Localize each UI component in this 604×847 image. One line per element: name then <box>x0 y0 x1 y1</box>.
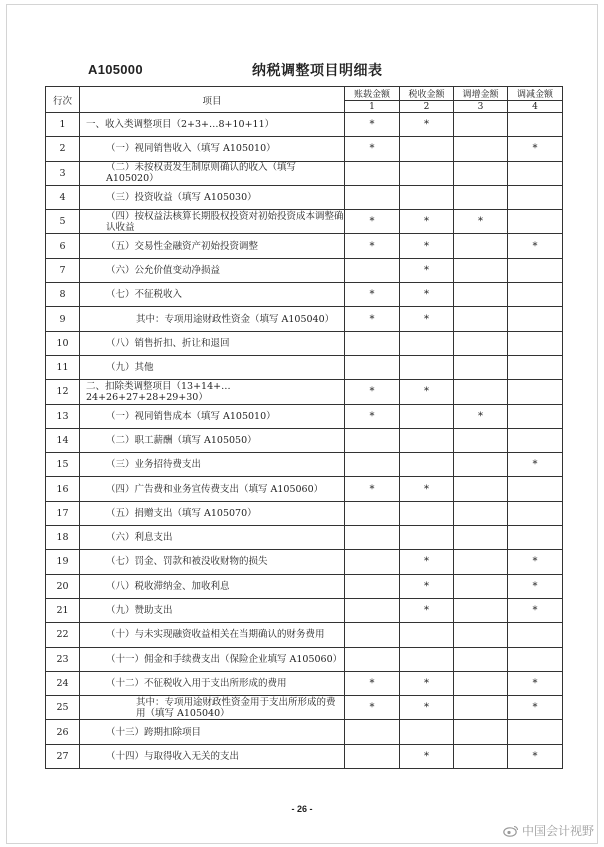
cell-col-4 <box>508 113 563 137</box>
cell-col-4 <box>508 258 563 282</box>
row-item: （十三）跨期扣除项目 <box>80 720 345 744</box>
row-item: （一）视同销售成本（填写 A105010） <box>80 404 345 428</box>
cell-col-1 <box>345 623 400 647</box>
cell-col-1: * <box>345 404 400 428</box>
row-number: 1 <box>46 113 80 137</box>
cell-col-4: * <box>508 137 563 161</box>
row-item: （八）销售折扣、折让和退回 <box>80 331 345 355</box>
cell-col-3 <box>454 137 508 161</box>
cell-col-2 <box>400 137 454 161</box>
cell-col-3 <box>454 453 508 477</box>
row-item: （六）公允价值变动净损益 <box>80 258 345 282</box>
cell-col-3 <box>454 258 508 282</box>
row-number: 24 <box>46 671 80 695</box>
cell-col-1: * <box>345 671 400 695</box>
cell-col-2 <box>400 161 454 185</box>
table-row <box>46 404 563 428</box>
cell-col-2 <box>400 428 454 452</box>
table-row <box>46 234 563 258</box>
cell-col-1: * <box>345 696 400 720</box>
cell-col-2: * <box>400 283 454 307</box>
row-number: 9 <box>46 307 80 331</box>
cell-col-3 <box>454 161 508 185</box>
header-col-num: 1 <box>345 101 400 113</box>
row-item: （四）按权益法核算长期股权投资对初始投资成本调整确认收益 <box>80 210 345 234</box>
cell-col-2: * <box>400 477 454 501</box>
cell-col-4: * <box>508 744 563 768</box>
row-item: （十四）与取得收入无关的支出 <box>80 744 345 768</box>
cell-col-1 <box>345 526 400 550</box>
cell-col-2: * <box>400 113 454 137</box>
cell-col-1 <box>345 574 400 598</box>
row-number: 11 <box>46 355 80 379</box>
cell-col-4 <box>508 331 563 355</box>
cell-col-3 <box>454 331 508 355</box>
cell-col-1: * <box>345 283 400 307</box>
cell-col-4 <box>508 185 563 209</box>
cell-col-2: * <box>400 307 454 331</box>
header-col-num: 2 <box>400 101 454 113</box>
row-number: 13 <box>46 404 80 428</box>
table-row <box>46 623 563 647</box>
row-number: 20 <box>46 574 80 598</box>
row-item: （三）投资收益（填写 A105030） <box>80 185 345 209</box>
cell-col-2: * <box>400 696 454 720</box>
table-row <box>46 744 563 768</box>
cell-col-3 <box>454 234 508 258</box>
cell-col-4 <box>508 647 563 671</box>
cell-col-3 <box>454 428 508 452</box>
cell-col-1: * <box>345 307 400 331</box>
cell-col-1 <box>345 453 400 477</box>
cell-col-3 <box>454 671 508 695</box>
cell-col-3 <box>454 307 508 331</box>
cell-col-3 <box>454 113 508 137</box>
cell-col-4 <box>508 428 563 452</box>
row-number: 16 <box>46 477 80 501</box>
row-number: 8 <box>46 283 80 307</box>
cell-col-4 <box>508 501 563 525</box>
row-number: 12 <box>46 380 80 404</box>
adjustment-table <box>45 86 563 769</box>
row-item: （七）罚金、罚款和被没收财物的损失 <box>80 550 345 574</box>
cell-col-1 <box>345 744 400 768</box>
cell-col-4 <box>508 307 563 331</box>
row-number: 22 <box>46 623 80 647</box>
row-number: 27 <box>46 744 80 768</box>
cell-col-1 <box>345 428 400 452</box>
cell-col-2: * <box>400 550 454 574</box>
header-col-decrease: 调减金额 <box>508 87 563 101</box>
row-item: （四）广告费和业务宣传费支出（填写 A105060） <box>80 477 345 501</box>
cell-col-4: * <box>508 550 563 574</box>
row-number: 10 <box>46 331 80 355</box>
row-number: 23 <box>46 647 80 671</box>
cell-col-4: * <box>508 574 563 598</box>
cell-col-2: * <box>400 380 454 404</box>
header-row-number: 行次 <box>46 87 80 113</box>
table-row <box>46 574 563 598</box>
cell-col-4 <box>508 161 563 185</box>
table-row <box>46 477 563 501</box>
cell-col-3: * <box>454 210 508 234</box>
cell-col-4 <box>508 623 563 647</box>
cell-col-2: * <box>400 598 454 622</box>
cell-col-2: * <box>400 574 454 598</box>
page-number: - 26 - <box>291 804 313 814</box>
cell-col-2 <box>400 453 454 477</box>
cell-col-4 <box>508 526 563 550</box>
cell-col-3 <box>454 647 508 671</box>
cell-col-4 <box>508 283 563 307</box>
header-col-tax-amount: 税收金额 <box>400 87 454 101</box>
cell-col-1 <box>345 331 400 355</box>
weibo-icon <box>503 825 519 837</box>
row-number: 18 <box>46 526 80 550</box>
row-item: 二、扣除类调整项目（13+14+…24+26+27+28+29+30） <box>80 380 345 404</box>
cell-col-1: * <box>345 477 400 501</box>
table-row <box>46 258 563 282</box>
row-item: 一、收入类调整项目（2+3+…8+10+11） <box>80 113 345 137</box>
row-number: 14 <box>46 428 80 452</box>
cell-col-2 <box>400 404 454 428</box>
cell-col-3 <box>454 550 508 574</box>
row-item: （一）视同销售收入（填写 A105010） <box>80 137 345 161</box>
row-item: （十一）佣金和手续费支出（保险企业填写 A105060） <box>80 647 345 671</box>
cell-col-1: * <box>345 380 400 404</box>
row-number: 3 <box>46 161 80 185</box>
cell-col-2 <box>400 331 454 355</box>
cell-col-2: * <box>400 234 454 258</box>
table-row <box>46 380 563 404</box>
header-col-num: 4 <box>508 101 563 113</box>
table-row <box>46 501 563 525</box>
row-item: （十）与未实现融资收益相关在当期确认的财务费用 <box>80 623 345 647</box>
table-row <box>46 550 563 574</box>
cell-col-2 <box>400 720 454 744</box>
form-code: A105000 <box>88 62 143 77</box>
row-item: （九）其他 <box>80 355 345 379</box>
table-row <box>46 307 563 331</box>
cell-col-3 <box>454 696 508 720</box>
cell-col-4 <box>508 355 563 379</box>
header-item: 项目 <box>80 87 345 113</box>
row-item: （三）业务招待费支出 <box>80 453 345 477</box>
row-item: 其中：专项用途财政性资金用于支出所形成的费用（填写 A105040） <box>80 696 345 720</box>
cell-col-1 <box>345 598 400 622</box>
cell-col-3: * <box>454 404 508 428</box>
watermark <box>503 822 594 839</box>
cell-col-3 <box>454 355 508 379</box>
cell-col-3 <box>454 477 508 501</box>
cell-col-1 <box>345 720 400 744</box>
table-row <box>46 283 563 307</box>
row-number: 17 <box>46 501 80 525</box>
cell-col-3 <box>454 185 508 209</box>
row-item: （二）职工薪酬（填写 A105050） <box>80 428 345 452</box>
cell-col-3 <box>454 598 508 622</box>
cell-col-1 <box>345 550 400 574</box>
cell-col-3 <box>454 744 508 768</box>
cell-col-4: * <box>508 598 563 622</box>
row-item: （九）赞助支出 <box>80 598 345 622</box>
cell-col-3 <box>454 526 508 550</box>
cell-col-4: * <box>508 671 563 695</box>
form-title: 纳税调整项目明细表 <box>252 63 383 79</box>
cell-col-3 <box>454 574 508 598</box>
table-row <box>46 210 563 234</box>
table-row <box>46 598 563 622</box>
table-row <box>46 696 563 720</box>
table-row <box>46 331 563 355</box>
cell-col-1 <box>345 355 400 379</box>
cell-col-4 <box>508 380 563 404</box>
table-row <box>46 137 563 161</box>
table-row <box>46 526 563 550</box>
cell-col-1 <box>345 258 400 282</box>
table-row <box>46 647 563 671</box>
cell-col-1: * <box>345 113 400 137</box>
row-number: 25 <box>46 696 80 720</box>
cell-col-2 <box>400 647 454 671</box>
cell-col-1: * <box>345 137 400 161</box>
table-row <box>46 161 563 185</box>
table-row <box>46 671 563 695</box>
watermark-text: 中国会计视野 <box>521 824 594 838</box>
cell-col-4 <box>508 210 563 234</box>
row-item: （二）未按权责发生制原则确认的收入（填写 A105020） <box>80 161 345 185</box>
row-item: （六）利息支出 <box>80 526 345 550</box>
row-item: （十二）不征税收入用于支出所形成的费用 <box>80 671 345 695</box>
row-number: 7 <box>46 258 80 282</box>
cell-col-4 <box>508 477 563 501</box>
cell-col-4: * <box>508 696 563 720</box>
row-number: 2 <box>46 137 80 161</box>
cell-col-2 <box>400 501 454 525</box>
cell-col-2: * <box>400 744 454 768</box>
row-item: 其中：专项用途财政性资金（填写 A105040） <box>80 307 345 331</box>
table-row <box>46 720 563 744</box>
row-item: （五）交易性金融资产初始投资调整 <box>80 234 345 258</box>
cell-col-3 <box>454 283 508 307</box>
row-number: 6 <box>46 234 80 258</box>
cell-col-3 <box>454 623 508 647</box>
header-col-increase: 调增金额 <box>454 87 508 101</box>
table-row <box>46 185 563 209</box>
cell-col-4 <box>508 720 563 744</box>
cell-col-2 <box>400 355 454 379</box>
row-item: （八）税收滞纳金、加收利息 <box>80 574 345 598</box>
cell-col-4 <box>508 404 563 428</box>
header-col-book-amount: 账载金额 <box>345 87 400 101</box>
cell-col-1 <box>345 647 400 671</box>
row-number: 5 <box>46 210 80 234</box>
cell-col-2 <box>400 185 454 209</box>
cell-col-2 <box>400 623 454 647</box>
row-number: 26 <box>46 720 80 744</box>
table-row <box>46 428 563 452</box>
table-row <box>46 355 563 379</box>
cell-col-3 <box>454 720 508 744</box>
cell-col-2: * <box>400 671 454 695</box>
cell-col-1 <box>345 185 400 209</box>
header-col-num: 3 <box>454 101 508 113</box>
cell-col-4: * <box>508 234 563 258</box>
cell-col-1 <box>345 501 400 525</box>
cell-col-3 <box>454 501 508 525</box>
row-number: 21 <box>46 598 80 622</box>
row-number: 19 <box>46 550 80 574</box>
cell-col-1: * <box>345 234 400 258</box>
table-row <box>46 453 563 477</box>
cell-col-1 <box>345 161 400 185</box>
cell-col-2 <box>400 526 454 550</box>
cell-col-1: * <box>345 210 400 234</box>
row-number: 15 <box>46 453 80 477</box>
cell-col-4: * <box>508 453 563 477</box>
cell-col-2: * <box>400 258 454 282</box>
cell-col-3 <box>454 380 508 404</box>
row-item: （七）不征税收入 <box>80 283 345 307</box>
row-item: （五）捐赠支出（填写 A105070） <box>80 501 345 525</box>
cell-col-2: * <box>400 210 454 234</box>
table-row <box>46 113 563 137</box>
row-number: 4 <box>46 185 80 209</box>
